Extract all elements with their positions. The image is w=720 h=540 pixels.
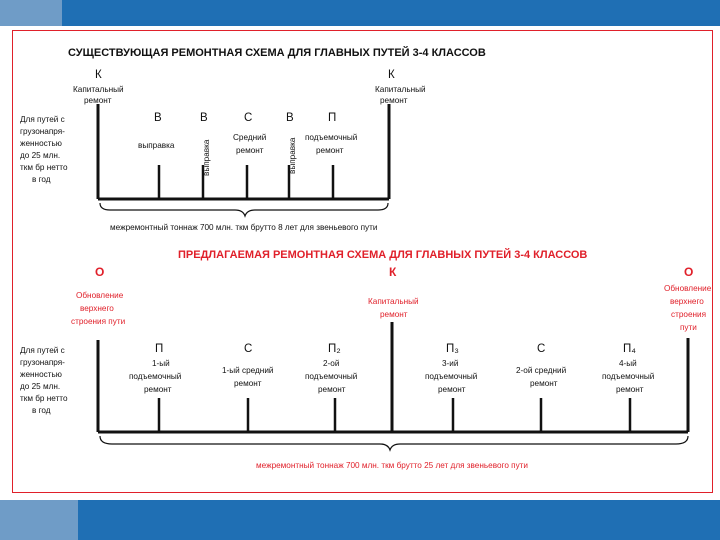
- tick-label-line1: Обновление: [76, 291, 124, 300]
- tick-label-line2: подъемочный: [129, 372, 182, 381]
- tick-label-line1: Капитальный: [73, 85, 124, 94]
- side-note-line: до 25 млн.: [20, 382, 61, 391]
- tick-label-line1: 1-ый: [152, 359, 170, 368]
- existing-side-note: [20, 115, 68, 184]
- tick-letter: С: [244, 343, 253, 355]
- tick-letter: П₂: [328, 343, 341, 355]
- tick-letter: В: [154, 112, 162, 124]
- tick-label-vertical: выправка: [202, 139, 211, 176]
- existing-tick-vypravka-1: [138, 112, 175, 199]
- side-note-line: в год: [32, 175, 51, 184]
- tick-label-line2: подъемочный: [602, 372, 655, 381]
- tick-label-line1: 2-ой: [323, 359, 340, 368]
- tick-label-line1: 1-ый средний: [222, 366, 274, 375]
- side-note-line: ткм бр нетто: [20, 163, 68, 172]
- tick-label-line3: ремонт: [438, 385, 466, 394]
- tick-label-vertical: выправка: [288, 137, 297, 174]
- side-note-line: женностью: [20, 370, 62, 379]
- existing-tick-vypravka-2: [200, 112, 211, 199]
- tick-label-line3: ремонт: [318, 385, 346, 394]
- tick-label-line3: строения: [671, 310, 707, 319]
- tick-letter: К: [389, 265, 397, 279]
- tick-label-line2: верхнего: [670, 297, 704, 306]
- tick-label-line1: Обновление: [664, 284, 712, 293]
- tick-label-line3: ремонт: [616, 385, 644, 394]
- tick-letter: П₄: [623, 343, 636, 355]
- existing-right-capital-repair: [375, 69, 426, 105]
- tick-letter: О: [95, 265, 105, 279]
- proposed-tick-lifting-4: [602, 343, 654, 432]
- side-note-line: Для путей с: [20, 115, 65, 124]
- tick-letter: К: [95, 69, 102, 81]
- tick-label-line1: 3-ий: [442, 359, 459, 368]
- tick-letter: П: [155, 343, 164, 355]
- proposed-scheme-title: ПРЕДЛАГАЕМАЯ РЕМОНТНАЯ СХЕМА ДЛЯ ГЛАВНЫХ ПУТЕЙ 3-4 КЛАССОВ: [178, 249, 588, 261]
- side-note-line: грузонапря-: [20, 127, 65, 136]
- proposed-right-renewal: [664, 265, 712, 332]
- proposed-side-note: [20, 346, 68, 415]
- proposed-tick-medium-2: [516, 343, 566, 432]
- tick-letter: П: [328, 112, 337, 124]
- side-note-line: в год: [32, 406, 51, 415]
- existing-tick-lifting-repair: [305, 112, 357, 199]
- tick-label-line1: выправка: [138, 141, 175, 150]
- tick-label-line2: подъемочный: [305, 372, 358, 381]
- existing-tick-medium-repair: [233, 112, 266, 199]
- proposed-left-renewal: [71, 265, 125, 326]
- tick-label-line2: ремонт: [316, 146, 344, 155]
- tick-label-line1: 4-ый: [619, 359, 637, 368]
- tick-label-line1: 2-ой средний: [516, 366, 567, 375]
- tick-letter: С: [537, 343, 546, 355]
- tick-label-line3: ремонт: [144, 385, 172, 394]
- tick-label-line3: строения пути: [71, 317, 126, 326]
- tick-label-line1: Капитальный: [368, 297, 419, 306]
- existing-interval-caption: межремонтный тоннаж 700 млн. ткм брутто 8 лет для звеньевого пути: [110, 223, 378, 232]
- tick-label-line2: верхнего: [80, 304, 114, 313]
- proposed-capital-repair: [368, 265, 419, 319]
- proposed-interval-caption: межремонтный тоннаж 700 млн. ткм брутто 25 лет для звеньевого пути: [256, 461, 529, 470]
- tick-label-line2: ремонт: [84, 96, 112, 105]
- tick-letter: К: [388, 69, 395, 81]
- tick-letter: С: [244, 112, 253, 124]
- side-note-line: ткм бр нетто: [20, 394, 68, 403]
- proposed-tick-lifting-1: [129, 343, 181, 432]
- tick-label-line2: ремонт: [530, 379, 558, 388]
- tick-label-line2: ремонт: [234, 379, 262, 388]
- tick-label-line4: пути: [680, 323, 697, 332]
- tick-label-line2: подъемочный: [425, 372, 478, 381]
- existing-left-capital-repair: [73, 69, 124, 105]
- proposed-tick-lifting-3: [425, 343, 477, 432]
- tick-label-line2: ремонт: [236, 146, 264, 155]
- tick-label-line1: Средний: [233, 133, 267, 142]
- tick-letter: В: [200, 112, 208, 124]
- tick-letter: О: [684, 265, 694, 279]
- tick-letter: П₃: [446, 343, 459, 355]
- tick-label-line1: подъемочный: [305, 133, 358, 142]
- existing-tick-vypravka-3: [286, 112, 297, 199]
- tick-label-line1: Капитальный: [375, 85, 426, 94]
- tick-label-line2: ремонт: [380, 96, 408, 105]
- existing-scheme-title: СУЩЕСТВУЮЩАЯ РЕМОНТНАЯ СХЕМА ДЛЯ ГЛАВНЫХ ПУТЕЙ 3-4 КЛАССОВ: [68, 47, 486, 59]
- side-note-line: Для путей с: [20, 346, 65, 355]
- side-note-line: женностью: [20, 139, 62, 148]
- proposed-interval-brace: [100, 436, 688, 450]
- side-note-line: до 25 млн.: [20, 151, 61, 160]
- proposed-tick-lifting-2: [305, 343, 357, 432]
- existing-interval-brace: [100, 203, 388, 216]
- proposed-tick-medium-1: [222, 343, 273, 432]
- tick-label-line2: ремонт: [380, 310, 408, 319]
- tick-letter: В: [286, 112, 294, 124]
- side-note-line: грузонапря-: [20, 358, 65, 367]
